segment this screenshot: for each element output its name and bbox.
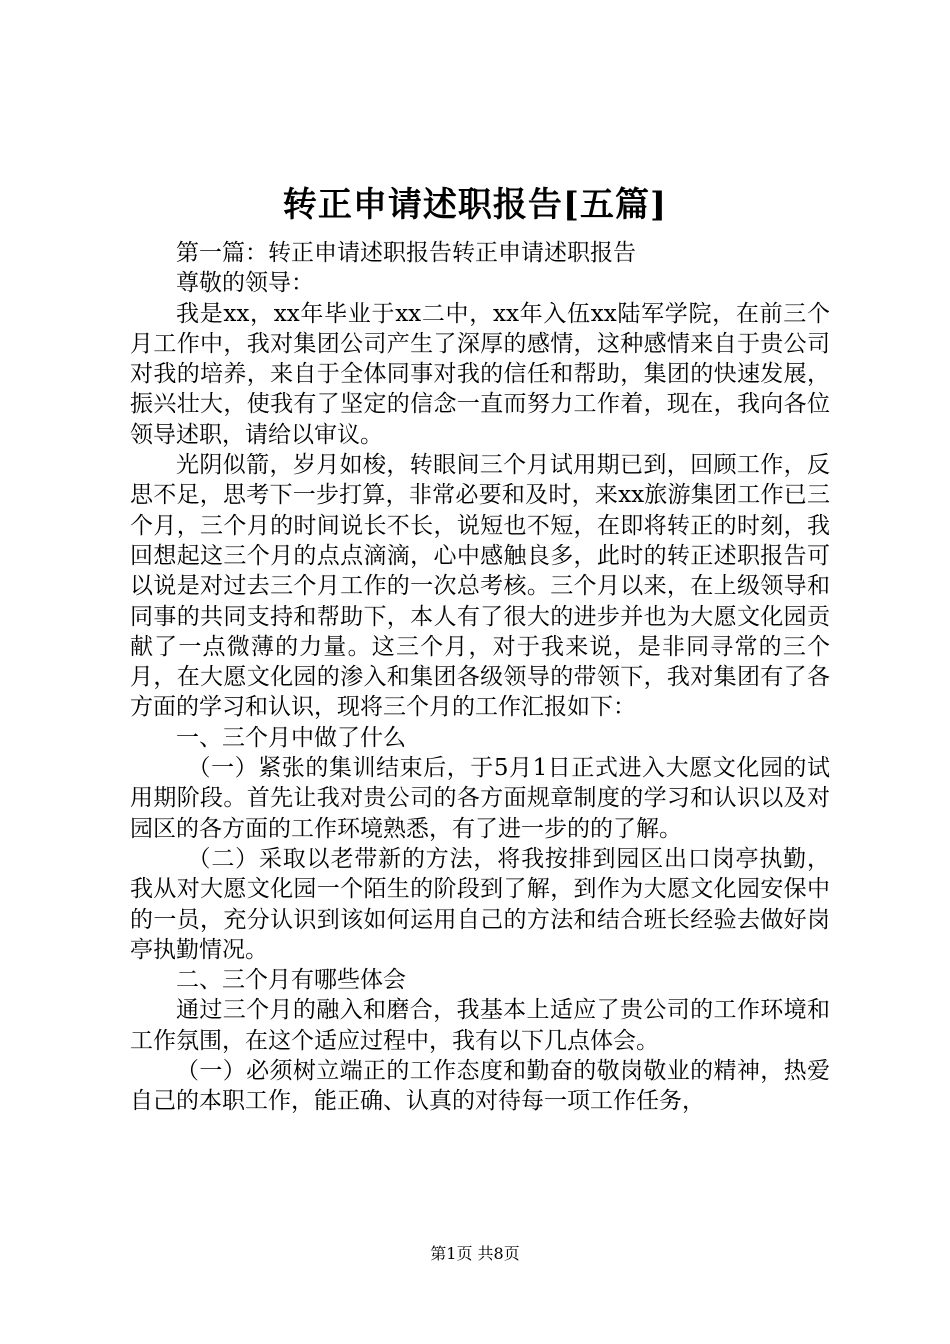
- paragraph-experience: 通过三个月的融入和磨合，我基本上适应了贵公司的工作环境和工作氛围，在这个适应过程中，我有以下几点体会。: [130, 997, 830, 1054]
- document-body: [130, 238, 830, 1117]
- paragraph-section-heading: 第一篇：转正申请述职报告转正申请述职报告: [176, 240, 636, 266]
- paragraph-experience-item-one: （一）必须树立端正的工作态度和勤奋的敬岗敬业的精神，热爱自己的本职工作，能正确、认真的对待每一项工作任务，: [130, 1058, 830, 1115]
- paragraph-review: 光阴似箭，岁月如梭，转眼间三个月试用期已到，回顾工作，反思不足，思考下一步打算，非常必要和及时，来xx旅游集团工作已三个月，三个月的时间说长不长，说短也不短，在即将转正的时刻，我回想起这三个月的点点滴滴，心中感触良多，此时的转正述职报告可以说是对过去三个月工作的一次总考核。三个月以来，在上级领导和同事的共同支持和帮助下，本人有了很大的进步并也为大愿文化园贡献了一点微薄的力量。这三个月，对于我来说，是非同寻常的三个月，在大愿文化园的渗入和集团各级领导的带领下，我对集团有了各方面的学习和认识，现将三个月的工作汇报如下：: [130, 452, 830, 721]
- paragraph-salutation: 尊敬的领导：: [176, 270, 314, 297]
- paragraph-item-two: （二）采取以老带新的方法，将我按排到园区出口岗亭执勤，我从对大愿文化园一个陌生的阶段到了解，到作为大愿文化园安保中的一员，充分认识到该如何运用自己的方法和结合班长经验去做好岗亭执勤情况。: [130, 845, 830, 963]
- paragraph-heading-two: 二、三个月有哪些体会: [176, 967, 406, 994]
- paragraph-heading-one: 一、三个月中做了什么: [176, 724, 406, 751]
- page-number-footer: 第1页 共8页: [430, 1244, 520, 1263]
- paragraph-intro: 我是xx，xx年毕业于xx二中，xx年入伍xx陆军学院，在前三个月工作中，我对集团公司产生了深厚的感情，这种感情来自于贵公司对我的培养，来自于全体同事对我的信任和帮助，集团的快速发展，振兴壮大，使我有了坚定的信念一直而努力工作着，现在，我向各位领导述职，请给以审议。: [130, 300, 830, 448]
- document-title: 转正申请述职报告[五篇]: [282, 185, 668, 225]
- paragraph-item-one: （一）紧张的集训结束后，于5月1日正式进入大愿文化园的试用期阶段。首先让我对贵公司的各方面规章制度的学习和认识以及对园区的各方面的工作环境熟悉，有了进一步的的了解。: [130, 755, 830, 842]
